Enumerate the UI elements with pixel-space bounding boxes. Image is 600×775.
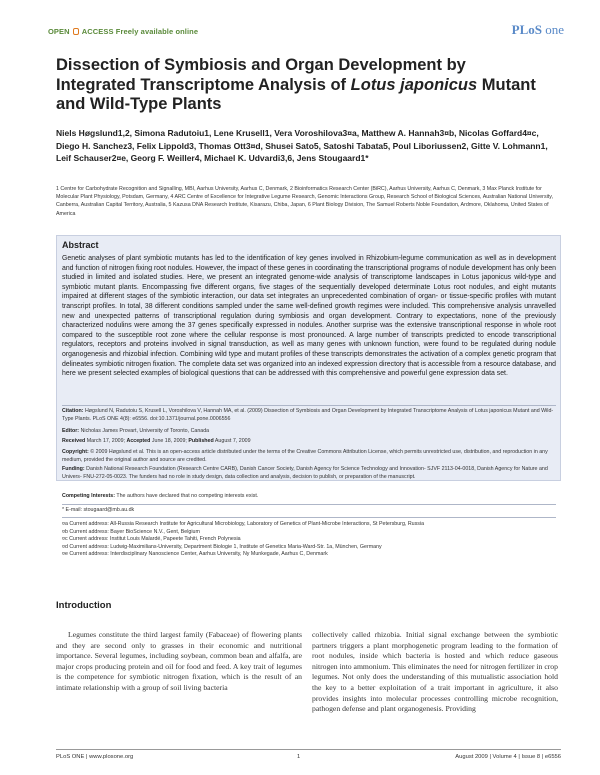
citation-label: Citation: xyxy=(62,408,84,414)
article-title xyxy=(56,56,536,115)
email-line: * E-mail: stougaard@mb.au.dk xyxy=(62,507,135,513)
title-part-2: Mutant and Wild-Type Plants xyxy=(56,75,536,113)
copyright-label: Copyright: xyxy=(62,449,89,455)
divider xyxy=(62,405,556,406)
author-list: Niels Høgslund1,2, Simona Radutoiu1, Lene Krusell1, Vera Voroshilova3¤a, Matthew A. Hannah3¤b, Nicolas Goffard4¤c, Diego H. Sanchez3, Felix Lippold3, Thomas Ott3¤d, Shusei Sato5, Satoshi Tabata5, Poul Liboriussen2, Gitte V. Lohmann1, Leif Schauser2¤e, Georg F. Weiller4, Michael K. Udvardi3,6, Jens Stougaard1* xyxy=(56,128,548,163)
title-part-1: Dissection of Symbiosis and Organ Development by Integrated Transcriptome Analysis of xyxy=(56,56,466,94)
funding-text: Danish National Research Foundation (Research Centre CARB), Danish Cancer Society, Danish Agency for Science Technology and Innovation- SJVF 2113-04-0018, Danish Agency for Nature and Univers- FNU-272-05-0023. The funders had no role in study design, data collection and analysis, decision to publish, or preparation of the manuscript. xyxy=(62,466,548,480)
abstract-heading: Abstract xyxy=(62,240,99,250)
divider xyxy=(62,517,556,518)
footer-journal: PLoS ONE | www.plosone.org xyxy=(56,754,134,760)
affiliations: 1 Centre for Carbohydrate Recognition and Signalling, MBI, Aarhus University, Aarhus C, Denmark, 2 Bioinformatics Research Center (BiRC), Aarhus University, Aarhus C, Denmark, 3 Max Planck Institute for Molecular Plant Physiology, Potsdam, Germany, 4 ARC Centre of Excellence for Integrative Legume Research, Genomic Interactions Group, Research School of Biological Sciences, Australian National University, Canberra, Australian Capital Territory, Australia, 5 Kazusa DNA Research Institute, Kisarazu, Chiba, Japan, 6 Plant Biology Division, The Samuel Roberts Noble Foundation, Ardmore, Oklahoma, United States of America xyxy=(56,186,553,217)
editor-line xyxy=(62,428,558,436)
address-note: ¤e Current address: Interdisciplinary Nanoscience Center, Aarhus University, Ny Munkegade, Aarhus C, Denmark xyxy=(62,551,328,558)
open-access-prefix: OPEN xyxy=(48,27,70,36)
introduction-heading: Introduction xyxy=(56,600,112,611)
copyright-text: © 2009 Høgslund et al. This is an open-access article distributed under the terms of the Creative Commons Attribution License, which permits unrestricted use, distribution, and reproduction in any medium, provided the original author and source are credited. xyxy=(62,449,548,463)
funding-block xyxy=(62,466,558,481)
title-species: Lotus japonicus xyxy=(350,75,478,94)
page-number: 1 xyxy=(297,754,301,760)
dates-line xyxy=(62,438,558,446)
received-label: Received xyxy=(62,438,86,444)
divider xyxy=(62,504,556,505)
accepted-date: June 18, 2009; xyxy=(151,438,187,444)
introduction-column-left: Legumes constitute the third largest family (Fabaceae) of flowering plants and they are second only to grasses in their economic and nutritional importance. Several legumes, including soybean, common bean and alfalfa, are major crops producing protein and oil for food and feed. A key trait of legumes is the competence for symbiotic nitrogen fixation, which is the result of an intimate relationship with a group of soil living bacteria xyxy=(56,630,302,692)
open-access-suffix: ACCESS Freely available online xyxy=(81,27,199,36)
address-note: ¤c Current address: Institut Louis Malardé, Papeete Tahiti, French Polynesia xyxy=(62,536,241,543)
editor-label: Editor: xyxy=(62,428,80,434)
published-date: August 7, 2009 xyxy=(214,438,251,444)
competing-label: Competing Interests: xyxy=(62,493,115,499)
address-note: ¤a Current address: All-Russia Research Institute for Agricultural Microbiology, Laboratory of Genetics of Plant-Microbe Interactions, St Petersburg, Russia xyxy=(62,521,425,527)
logo-plos-text: PLoS xyxy=(511,22,542,37)
open-access-banner xyxy=(48,27,198,36)
competing-interests xyxy=(62,493,558,501)
copyright-block xyxy=(62,449,558,464)
funding-label: Funding: xyxy=(62,466,85,472)
citation-block xyxy=(62,408,558,423)
citation-text: Høgslund N, Radutoiu S, Krusell L, Voroshilova V, Hannah MA, et al. (2009) Dissection of Symbiosis and Organ Development by Integrated Transcriptome Analysis of Lotus japonicus Mutant and Wild-Type Plants. PLoS ONE 4(8): e6556. doi:10.1371/journal.pone.0006556 xyxy=(62,408,554,422)
footer-divider xyxy=(56,749,561,750)
abstract-text: Genetic analyses of plant symbiotic mutants has led to the identification of key genes involved in Rhizobium-legume communication as well as in development and function of nitrogen fixing root nodules. However, the impact of these genes in coordinating the transcriptional programs of nodule development has only been studied in limited and isolated studies. Here, we present an integrated genome-wide analysis of transcriptome landscapes in Lotus japonicus wild-type and symbiotic mutant plants. Encompassing five different organs, five stages of the sequentially developed determinate Lotus root nodules, and eight mutants impaired at different stages of the symbiotic interaction, our data set integrates an unprecedented combination of organ- or tissue-specific profiles with mutant transcript profiles. In total, 38 different conditions sampled under the same well-defined growth regimes were included. This comprehensive analysis unravelled new and unexpected patterns of transcriptional regulation during symbiosis and organ development. Contrary to expectations, none of the previously characterized nodulins were among the 37 genes specifically expressed in nodules. Another surprise was the extensive transcriptional response in whole root compared to the susceptible root zone where the cellular response is most pronounced. A large number of transcripts predicted to encode transcriptional regulators, receptors and proteins involved in signal transduction, as well as many genes with unknown function, were found to be regulated during nodule organogenesis and rhizobial infection. Combining wild type and mutant profiles of these transcripts demonstrates the activation of a complex genetic program that delineates symbiotic nitrogen fixation. The complete data set was organized into an indexed expression directory that is accessible from a resource database, and here we present selected examples of biological questions that can be addressed with this comprehensive and powerful gene expression data set. xyxy=(62,255,556,378)
competing-text: The authors have declared that no competing interests exist. xyxy=(116,493,259,499)
introduction-column-right: collectively called rhizobia. Initial signal exchange between the symbiotic partners triggers a plant morphogenetic program leading to the formation of root nodules, inside which bacteria is hosted and which reduce gaseous nitrogen into ammonium. This eliminates the need for nitrogen fertilizer in crop legumes. Not only does the understanding of this mutualistic association hold the key to a better exploitation of a trait important in agriculture, it also provides insights into molecular processes controlling microbe recognition, pathogen defense and plant organogenesis. Providing xyxy=(312,630,558,714)
footer-issue: August 2009 | Volume 4 | Issue 8 | e6556 xyxy=(455,754,561,760)
published-label: Published xyxy=(188,438,214,444)
editor-text: Nicholas James Provart, University of Toronto, Canada xyxy=(80,428,210,434)
address-note: ¤d Current address: Ludwig-Maximilians-University, Department Biologie 1, Institute of Genetics Maria-Ward-Str. 1a, München, Germany xyxy=(62,543,382,550)
current-addresses xyxy=(62,521,558,559)
address-note: ¤b Current address: Bayer BioScience N.V., Gent, Belgium xyxy=(62,528,200,535)
accepted-label: Accepted xyxy=(126,438,151,444)
received-date: March 17, 2009; xyxy=(86,438,126,444)
open-lock-icon xyxy=(73,28,79,35)
logo-one-text: one xyxy=(545,22,564,37)
plos-one-logo xyxy=(512,22,564,38)
